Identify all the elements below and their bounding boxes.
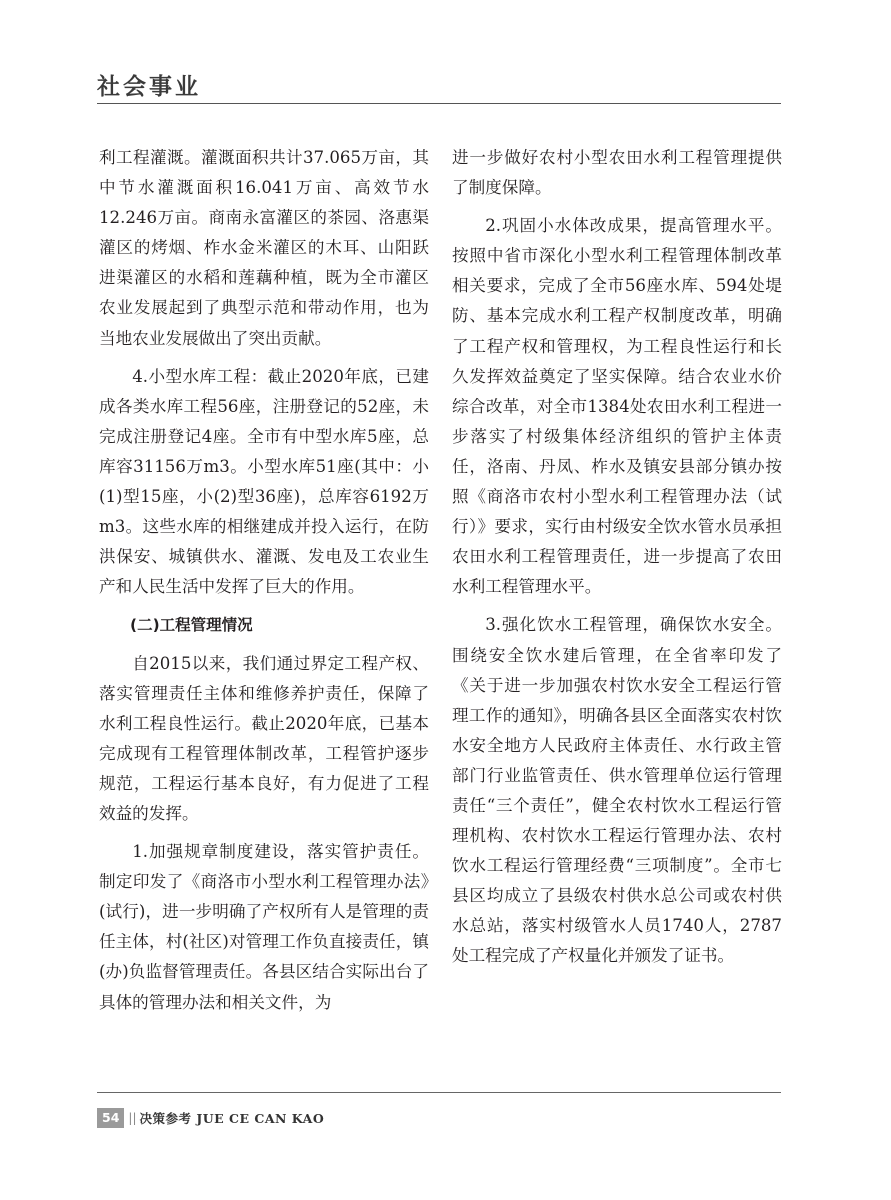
page-number: 54 xyxy=(97,1108,124,1128)
section-title: 社会事业 xyxy=(97,74,201,100)
page-footer xyxy=(97,1107,324,1129)
paragraph-regulations-continued: 进一步做好农村小型农田水利工程管理提供了制度保障。 xyxy=(452,148,782,198)
paragraph-drinking-water: 3.强化饮水工程管理，确保饮水安全。围绕安全饮水建后管理，在全省率印发了《关于进一步加强农村饮水安全工程运行管理工作的通知》，明确各县区全面落实农村饮水安全地方人民政府主体责任、水行政主管部门行业监管责任、供水管理单位运行管理责任“三个责任”，健全农村饮水工程运行管理机构、农村饮水工程运行管理办法、农村饮水工程运行管理经费“三项制度”。全市七县区均成立了县级农村供水总公司或农村供水总站，落实村级管水人员1740人，2787处工程完成了产权量化并颁发了证书。 xyxy=(452,615,782,966)
subheading-engineering-management: (二)工程管理情况 xyxy=(130,616,253,635)
paragraph-regulations: 1.加强规章制度建设，落实管护责任。制定印发了《商洛市小型水利工程管理办法》(试行)，进一步明确了产权所有人是管理的责任主体，村(社区)对管理工作负直接责任，镇(办)负监督管理责任。各县区结合实际出台了具体的管理办法和相关文件，为 xyxy=(99,842,429,1012)
paragraph-reform-results: 2.巩固小水体改成果，提高管理水平。按照中省市深化小型水利工程管理体制改革相关要求，完成了全市56座水库、594处堤防、基本完成水利工程产权制度改革，明确了工程产权和管理权，为工程良性运行和长久发挥效益奠定了坚实保障。结合农业水价综合改革，对全市1384处农田水利工程进一步落实了村级集体经济组织的管护主体责任，洛南、丹凤、柞水及镇安县部分镇办按照《商洛市农村小型水利工程管理办法（试行）》要求，实行由村级安全饮水管水员承担农田水利工程管理责任，进一步提高了农田水利工程管理水平。 xyxy=(452,216,782,597)
paragraph-management-overview: 自2015以来，我们通过界定工程产权、落实管理责任主体和维修养护责任，保障了水利工程良性运行。截止2020年底，已基本完成现有工程管理体制改革，工程管护逐步规范，工程运行基本良好，有力促进了工程效益的发挥。 xyxy=(99,653,429,823)
paragraph-small-reservoirs: 4.小型水库工程：截止2020年底，已建成各类水库工程56座，注册登记的52座，未完成注册登记4座。全市有中型水库5座，总库容31156万m3。小型水库51座(其中：小(1)型15座，小(2)型36座)，总库容6192万m3。这些水库的相继建成并投入运行，在防洪保安、城镇供水、灌溉、发电及工农业生产和人民生活中发挥了巨大的作用。 xyxy=(99,366,429,597)
header-divider xyxy=(97,103,781,104)
footer-separator: || xyxy=(128,1111,137,1125)
footer-divider xyxy=(97,1092,781,1093)
journal-name: 决策参考 JUE CE CAN KAO xyxy=(139,1111,325,1126)
left-column xyxy=(99,143,429,1018)
paragraph-irrigation-continued: 利工程灌溉。灌溉面积共计37.065万亩，其中节水灌溉面积16.041万亩、高效节水12.246万亩。商南永富灌区的茶园、洛惠渠灌区的烤烟、柞水金米灌区的木耳、山阳跃进渠灌区的水稻和莲藕种植，既为全市灌区农业发展起到了典型示范和带动作用，也为当地农业发展做出了突出贡献。 xyxy=(99,148,429,348)
right-column xyxy=(452,143,782,972)
